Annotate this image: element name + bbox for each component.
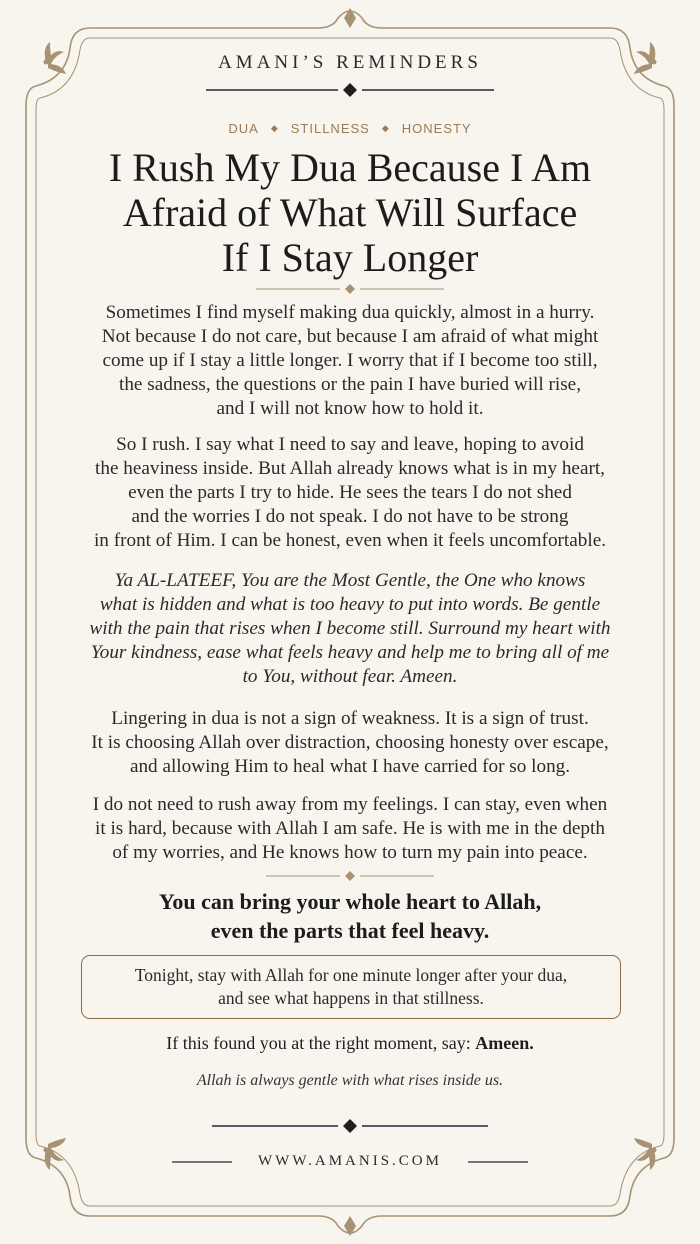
cta-text: If this found you at the right moment, say:	[166, 1033, 476, 1053]
brand-divider	[206, 83, 494, 97]
tag-honesty: HONESTY	[401, 121, 472, 136]
challenge-box: Tonight, stay with Allah for one minute longer after your dua, and see what happens in that stillness.	[81, 955, 621, 1019]
title-line: Afraid of What Will Surface	[122, 190, 578, 235]
tag-separator: ◆	[270, 123, 279, 133]
tag-dua: DUA	[228, 121, 259, 136]
call-to-action	[0, 1033, 700, 1054]
closing-line: Allah is always gentle with what rises inside us.	[196, 1072, 504, 1089]
paragraph-2: So I rush. I say what I need to say and leave, hoping to avoid the heaviness inside. But Allah already knows what is in my heart, even the parts I try to hide. He sees the tears I do not shed and the worries I do not speak. I do not have to be strong in front of Him. I can be honest, even when it feels uncomfortable.	[93, 434, 607, 551]
title-divider	[256, 284, 444, 294]
page-title	[0, 145, 700, 280]
brand-title: AMANI’S REMINDERS	[218, 52, 482, 73]
dua-paragraph: Ya AL-LATEEF, You are the Most Gentle, the One who knows what is hidden and what is too heavy to put into words. Be gentle with the pain that rises when I become still. Surround my heart with Your kindness, ease what feels heavy and help me to bring all of me to You, without fear. Ameen.	[89, 570, 611, 687]
title-line: I Rush My Dua Because I Am	[108, 145, 592, 190]
highlight-quote: You can bring your whole heart to Allah, even the parts that feel heavy.	[158, 889, 542, 943]
tag-stillness: STILLNESS	[290, 121, 370, 136]
title-line: If I Stay Longer	[221, 235, 479, 280]
website-link[interactable]: WWW.AMANIS.COM	[258, 1153, 442, 1169]
cta-ameen: Ameen.	[475, 1033, 534, 1053]
highlight-divider	[266, 871, 434, 881]
tag-separator: ◆	[381, 123, 390, 133]
paragraph-5: I do not need to rush away from my feelings. I can stay, even when it is hard, because with Allah I am safe. He is with me in the depth of my worries, and He knows how to turn my pain into peace.	[92, 794, 608, 863]
tag-list	[0, 121, 700, 136]
paragraph-1: Sometimes I find myself making dua quickly, almost in a hurry. Not because I do not care, but because I am afraid of what might come up if I stay a little longer. I worry that if I become too still, the sadness, the questions or the pain I have buried will rise, and I will not know how to hold it.	[101, 302, 599, 419]
paragraph-4: Lingering in dua is not a sign of weakness. It is a sign of trust. It is choosing Allah over distraction, choosing honesty over escape, and allowing Him to heal what I have carried for so long.	[91, 708, 609, 777]
